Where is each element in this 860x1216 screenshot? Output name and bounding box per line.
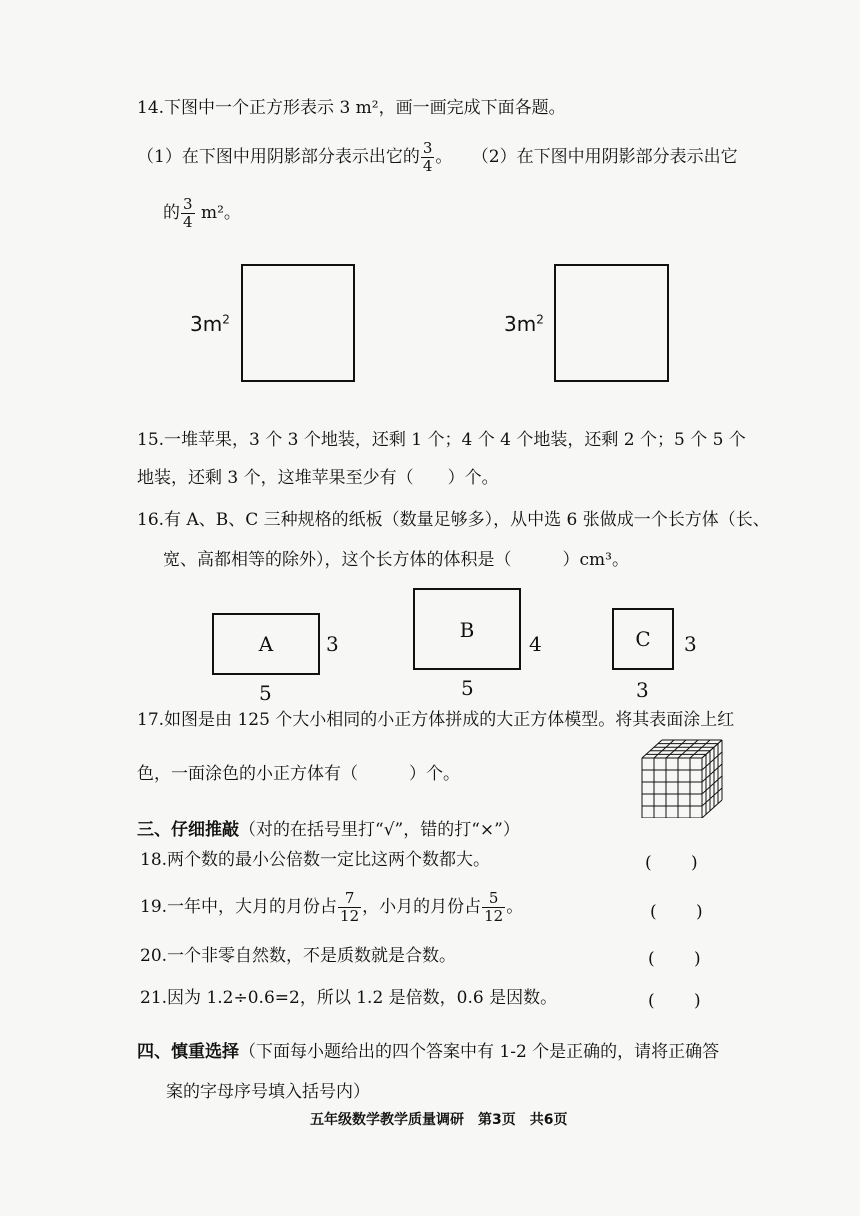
board-b-height: 4	[529, 632, 542, 656]
board-b-width: 5	[461, 676, 474, 700]
q14-part2-text: （2）在下图中用阴影部分表示出它	[471, 147, 738, 167]
q18-answer-paren[interactable]: ( )	[645, 853, 698, 873]
q15-line1: 15.一堆苹果，3 个 3 个地装，还剩 1 个；4 个 4 个地装，还剩 2 个；5 个 5 个	[137, 430, 746, 450]
q17-line1: 17.如图是由 125 个大小相同的小正方体拼成的大正方体模型。将其表面涂上红	[137, 710, 735, 730]
q16-line1: 16.有 A、B、C 三种规格的纸板（数量足够多），从中选 6 张做成一个长方体（长、	[137, 510, 770, 530]
q19-line	[140, 890, 523, 925]
section3-heading	[137, 818, 520, 842]
square-label-right	[504, 312, 544, 336]
q21-answer-paren[interactable]: ( )	[648, 991, 701, 1011]
board-a-height: 3	[326, 632, 339, 656]
fraction-denominator: 4	[183, 213, 193, 231]
q14-part2-fraction	[181, 196, 195, 231]
q15-line2: 地装，还剩 3 个，这堆苹果至少有（ ）个。	[137, 468, 499, 488]
q14-stem: 14.下图中一个正方形表示 3 m²，画一画完成下面各题。	[137, 98, 566, 118]
q20-text: 20.一个非零自然数，不是质数就是合数。	[140, 946, 457, 966]
board-c-width: 3	[636, 678, 649, 702]
q19-answer-paren[interactable]: ( )	[650, 902, 703, 922]
label-base: 3m	[504, 312, 537, 336]
fraction-numerator: 5	[482, 890, 505, 908]
q19-text-end: 。	[506, 897, 524, 917]
q21-text: 21.因为 1.2÷0.6=2，所以 1.2 是倍数，0.6 是因数。	[140, 988, 558, 1008]
section4-note: （下面每小题给出的四个答案中有 1-2 个是正确的，请将正确答	[239, 1042, 720, 1062]
cube-grid-line	[690, 740, 710, 758]
q14-part2-cont-end: m²。	[195, 203, 241, 223]
square-left[interactable]	[241, 264, 355, 382]
cube-grid-line	[654, 740, 674, 758]
q14-part2-cont-text: 的	[163, 203, 180, 223]
page-footer: 五年级数学教学质量调研 第3页 共6页	[310, 1112, 568, 1128]
q19-fraction-big	[338, 890, 361, 925]
board-a-width: 5	[259, 681, 272, 705]
q20-answer-paren[interactable]: ( )	[648, 949, 701, 969]
q14-part1-end: 。	[435, 147, 453, 167]
q14-part2-cont	[163, 196, 241, 231]
cube-grid-line	[666, 740, 686, 758]
label-base: 3m	[190, 312, 223, 336]
board-c-height: 3	[684, 632, 697, 656]
square-right[interactable]	[554, 264, 669, 382]
q14-part1-text: （1）在下图中用阴影部分表示出它的	[137, 147, 420, 167]
q19-text-pre: 19.一年中，大月的月份占	[140, 897, 338, 917]
q14-part1-fraction	[421, 140, 435, 175]
label-exponent: 2	[536, 312, 544, 327]
section3-note: （对的在括号里打“√”，错的打“×”）	[239, 820, 520, 840]
section4-title: 四、慎重选择	[137, 1042, 239, 1062]
section4-heading	[137, 1040, 719, 1064]
fraction-denominator: 12	[340, 907, 360, 925]
q14-parts-line	[137, 140, 738, 175]
q16-line2: 宽、高都相等的除外），这个长方体的体积是（ ）cm³。	[163, 550, 629, 570]
section3-title: 三、仔细推敲	[137, 820, 239, 840]
fraction-numerator: 7	[338, 890, 361, 908]
cube-grid-line	[678, 740, 698, 758]
fraction-numerator: 3	[422, 139, 433, 157]
fraction-denominator: 4	[422, 157, 433, 175]
q19-text-mid: ，小月的月份占	[362, 897, 482, 917]
cube-grid-line	[642, 740, 662, 758]
fraction-numerator: 3	[183, 195, 193, 213]
section4-note-cont: 案的字母序号填入括号内）	[166, 1082, 370, 1102]
q17-line2: 色，一面涂色的小正方体有（ ）个。	[137, 764, 460, 784]
square-label-left	[190, 312, 230, 336]
q19-fraction-small	[482, 890, 505, 925]
fraction-denominator: 12	[484, 907, 504, 925]
board-c: C	[612, 608, 674, 670]
label-exponent: 2	[222, 312, 230, 327]
board-a: A	[212, 613, 320, 675]
cube-model-figure	[640, 738, 724, 818]
board-b: B	[413, 588, 521, 670]
q18-text: 18.两个数的最小公倍数一定比这两个数都大。	[140, 850, 491, 870]
